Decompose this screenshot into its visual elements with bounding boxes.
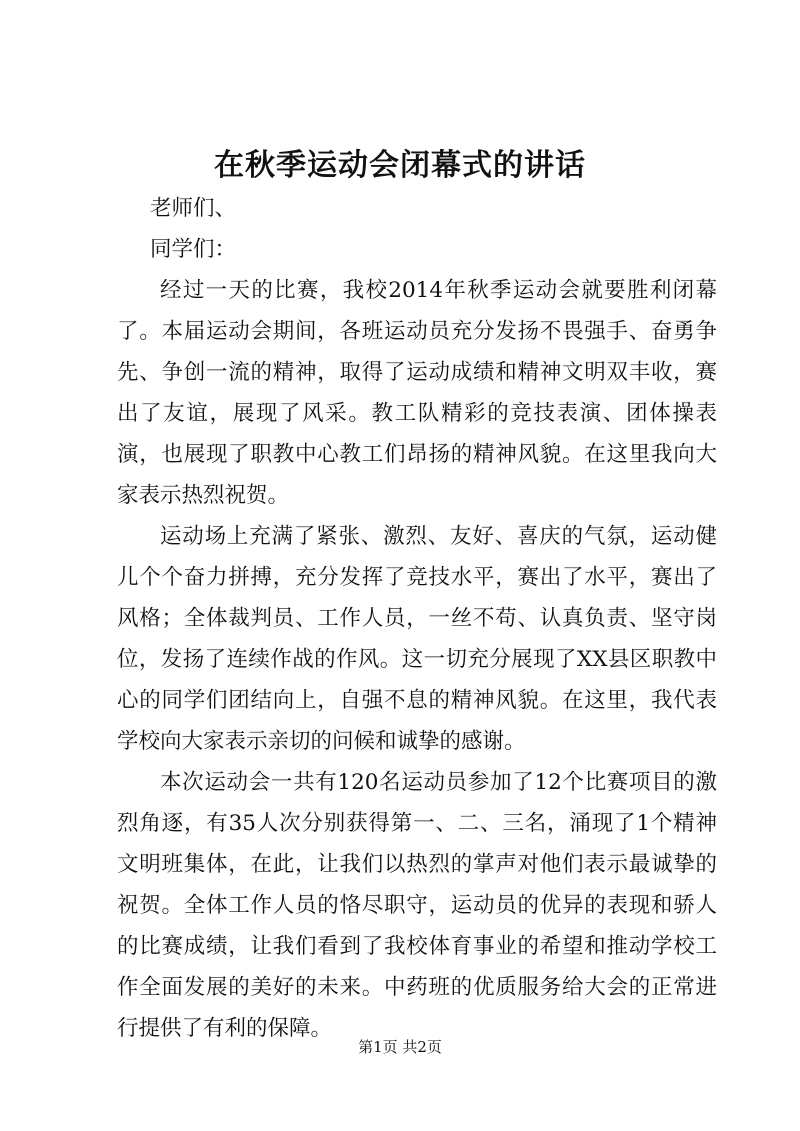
greeting-teachers: 老师们、 xyxy=(150,196,237,221)
paragraph-closing-summary: 经过一天的比赛，我校2014年秋季运动会就要胜利闭幕了。本届运动会期间，各班运动员充分发扬不畏强手、奋勇争先、争创一流的精神，取得了运动成绩和精神文明双丰收，赛出了友谊，展现了风采。教工队精彩的竞技表演、团体操表演，也展现了职教中心教工们昂扬的精神风貌。在这里我向大家表示热烈祝贺。 xyxy=(117,278,717,508)
paragraph-results-congratulations: 本次运动会一共有120名运动员参加了12个比赛项目的激烈角逐，有35人次分别获得第一、二、三名，涌现了1个精神文明班集体，在此，让我们以热烈的掌声对他们表示最诚挚的祝贺。全体工作人员的恪尽职守，运动员的优异的表现和骄人的比赛成绩，让我们看到了我校体育事业的希望和推动学校工作全面发展的美好的未来。中药班的优质服务给大会的正常进行提供了有利的保障。 xyxy=(117,770,717,1041)
paragraph-atmosphere-thanks: 运动场上充满了紧张、激烈、友好、喜庆的气氛，运动健儿个个奋力拼搏，充分发挥了竞技水平，赛出了水平，赛出了风格；全体裁判员、工作人员，一丝不苟、认真负责、坚守岗位，发扬了连续作战的作风。这一切充分展现了XX县区职教中心的同学们团结向上，自强不息的精神风貌。在这里，我代表学校向大家表示亲切的问候和诚挚的感谢。 xyxy=(117,524,717,754)
document-body xyxy=(117,188,717,1049)
page-number-footer: 第1页 共2页 xyxy=(358,1038,442,1056)
document-title: 在秋季运动会闭幕式的讲话 xyxy=(214,148,586,183)
greeting-students: 同学们： xyxy=(150,237,237,262)
